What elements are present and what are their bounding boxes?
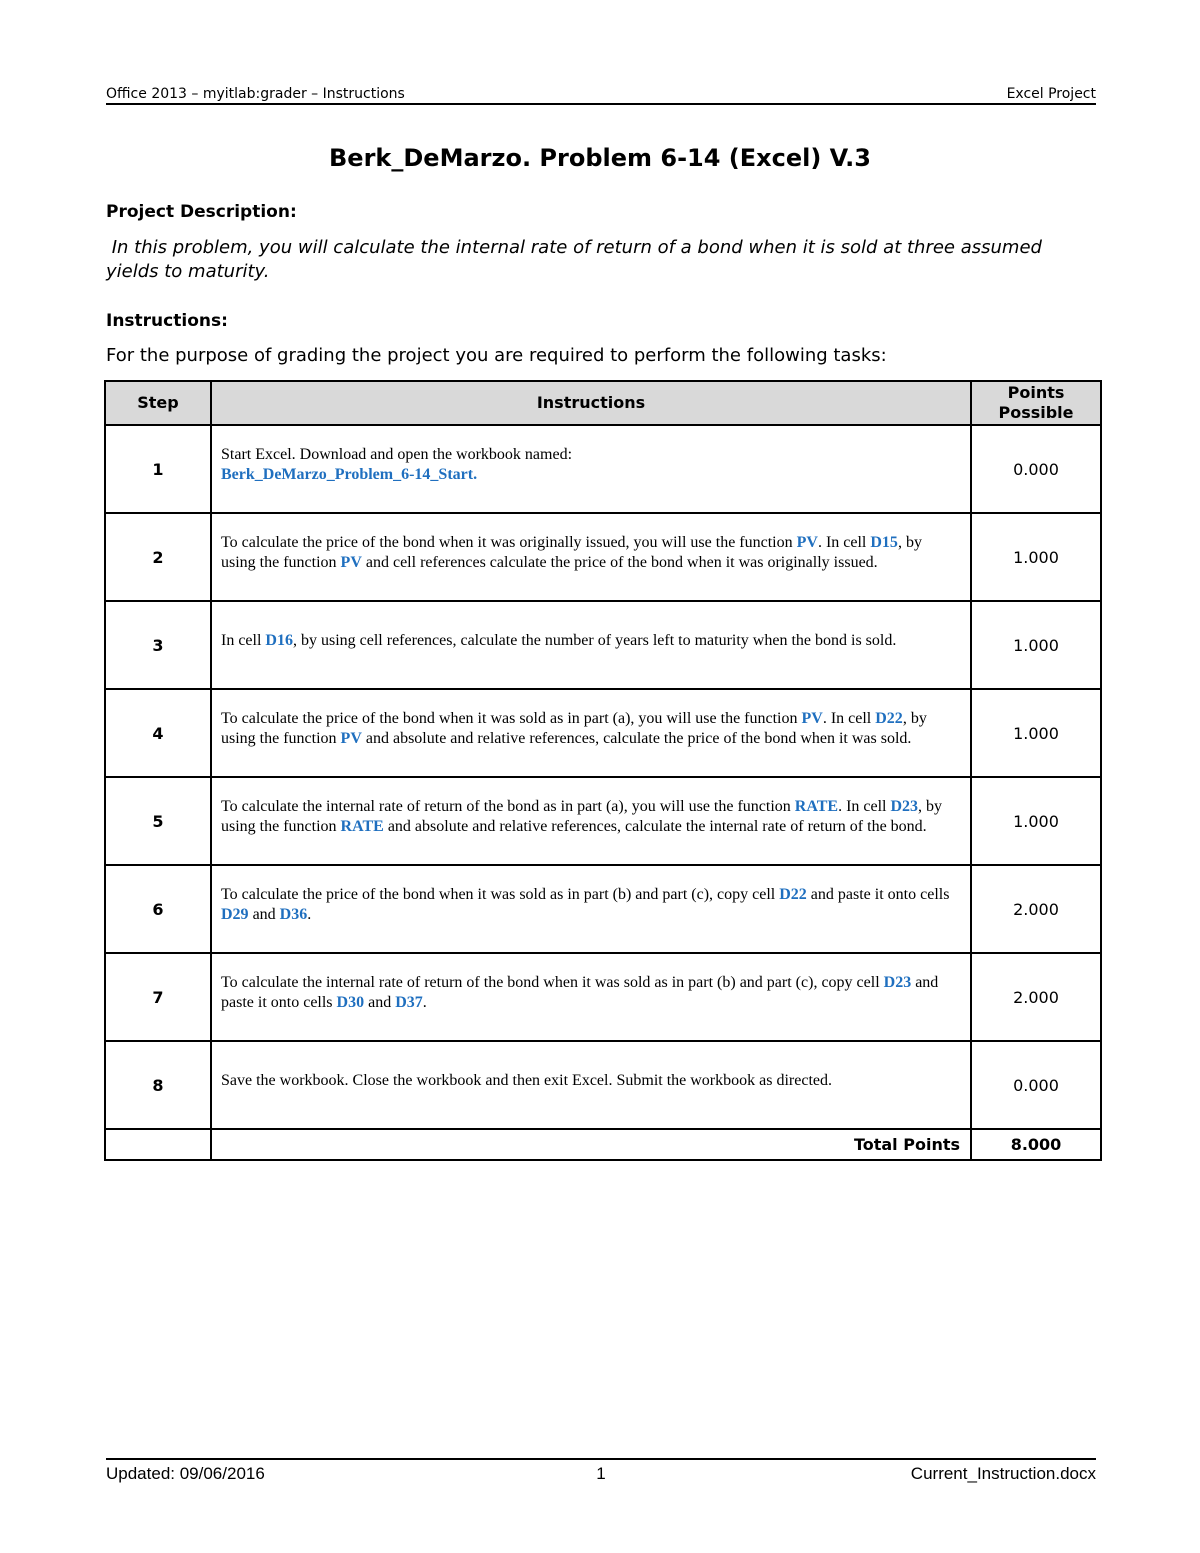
table-row: [105, 601, 1101, 689]
highlighted-reference: PV: [801, 710, 823, 727]
instruction-text: , by using the function: [221, 798, 943, 835]
step-column-header: Step: [105, 381, 211, 425]
table-row: [105, 425, 1101, 513]
instructions-label: Instructions:: [106, 311, 228, 331]
step-points: 2.000: [971, 953, 1101, 1041]
step-number: 5: [105, 777, 211, 865]
instruction-text: and cell references calculate the price of the bond when it was originally issued.: [361, 554, 878, 571]
step-instruction-text: [221, 445, 960, 485]
highlighted-reference: PV: [796, 534, 818, 551]
instruction-text: .: [422, 994, 427, 1011]
instruction-text: and: [364, 994, 396, 1011]
table-row: [105, 777, 1101, 865]
instruction-text: To calculate the price of the bond when it was sold as in part (a), you will use the function: [221, 710, 802, 727]
instruction-text: , by using the function: [221, 534, 922, 571]
highlighted-reference: D29: [221, 906, 249, 923]
step-points: 0.000: [971, 425, 1101, 513]
instruction-text: .: [307, 906, 312, 923]
step-instruction-text: [221, 709, 960, 749]
instruction-text: Save the workbook. Close the workbook and then exit Excel. Submit the workbook as directed.: [221, 1072, 832, 1089]
highlighted-reference: RATE: [794, 798, 839, 815]
instruction-text: . In cell: [822, 710, 876, 727]
step-instruction: [211, 689, 971, 777]
points-header-line1: Points: [1007, 383, 1065, 402]
document-title: Berk_DeMarzo. Problem 6-14 (Excel) V.3: [329, 144, 871, 172]
step-number: 6: [105, 865, 211, 953]
page-header: [106, 82, 1096, 105]
project-description-text: [106, 236, 1096, 284]
highlighted-reference: D37: [395, 994, 423, 1011]
instruction-text: . In cell: [817, 534, 871, 551]
step-instruction: [211, 425, 971, 513]
step-points: 1.000: [971, 513, 1101, 601]
step-instruction: [211, 953, 971, 1041]
instruction-text: To calculate the internal rate of return of the bond as in part (a), you will use the function: [221, 798, 795, 815]
highlighted-reference: PV: [340, 554, 362, 571]
step-instruction-text: [221, 973, 960, 1013]
project-description-body: In this problem, you will calculate the internal rate of return of a bond when it is sold at three assumed yields to maturity.: [106, 237, 1042, 282]
page-footer: [106, 1458, 1096, 1484]
step-points: 2.000: [971, 865, 1101, 953]
total-points-label: Total Points: [211, 1129, 971, 1160]
table-row: [105, 689, 1101, 777]
step-number: 7: [105, 953, 211, 1041]
highlighted-reference: RATE: [340, 818, 384, 835]
instruction-text: and paste it onto cells: [221, 974, 939, 1011]
step-instruction: [211, 513, 971, 601]
instruction-text: , by using the function: [221, 710, 927, 747]
highlighted-reference: Berk_DeMarzo_Problem_6-14_Start.: [221, 466, 478, 483]
footer-page-number: 1: [596, 1464, 606, 1483]
highlighted-reference: PV: [340, 730, 362, 747]
instruction-text: and paste it onto cells: [806, 886, 950, 903]
instruction-text: To calculate the price of the bond when it was originally issued, you will use the function: [221, 534, 797, 551]
project-description-label: Project Description:: [106, 202, 297, 222]
step-instruction-text: [221, 631, 960, 651]
step-number: 3: [105, 601, 211, 689]
step-instruction: [211, 601, 971, 689]
total-empty-cell: [105, 1129, 211, 1160]
step-instruction-text: [221, 797, 960, 837]
instruction-text: , by using cell references, calculate the number of years left to maturity when the bond is sold.: [292, 632, 897, 649]
table-header-row: [105, 381, 1101, 425]
table-row: [105, 513, 1101, 601]
step-points: 1.000: [971, 601, 1101, 689]
instruction-text: . In cell: [838, 798, 891, 815]
step-instruction-text: [221, 533, 960, 573]
instruction-text: In cell: [221, 632, 266, 649]
step-points: 1.000: [971, 777, 1101, 865]
instruction-text: and absolute and relative references, calculate the price of the bond when it was sold.: [361, 730, 912, 747]
highlighted-reference: D22: [875, 710, 903, 727]
points-column-header: [971, 381, 1101, 425]
header-right-text: Excel Project: [1006, 86, 1096, 102]
step-instruction-text: [221, 1071, 960, 1091]
highlighted-reference: D36: [279, 906, 308, 923]
step-number: 8: [105, 1041, 211, 1129]
table-row: [105, 1041, 1101, 1129]
instruction-text: and: [248, 906, 280, 923]
step-number: 2: [105, 513, 211, 601]
step-points: 0.000: [971, 1041, 1101, 1129]
step-number: 1: [105, 425, 211, 513]
instruction-text: and absolute and relative references, calculate the internal rate of return of the bond.: [383, 818, 927, 835]
table-row: [105, 953, 1101, 1041]
steps-table: [104, 380, 1102, 1161]
highlighted-reference: D15: [870, 534, 898, 551]
step-number: 4: [105, 689, 211, 777]
highlighted-reference: D16: [265, 632, 293, 649]
total-points-value: 8.000: [971, 1129, 1101, 1160]
total-row: [105, 1129, 1101, 1160]
instructions-column-header: Instructions: [211, 381, 971, 425]
step-instruction: [211, 1041, 971, 1129]
step-instruction: [211, 777, 971, 865]
instruction-text: To calculate the internal rate of return of the bond when it was sold as in part (b) and part (c), copy cell: [221, 974, 884, 991]
table-row: [105, 865, 1101, 953]
steps-table-body: [105, 425, 1101, 1129]
highlighted-reference: D23: [883, 974, 912, 991]
step-instruction: [211, 865, 971, 953]
instructions-intro: For the purpose of grading the project you are required to perform the following tasks:: [106, 345, 887, 366]
highlighted-reference: D22: [779, 886, 807, 903]
instruction-text: Start Excel. Download and open the workbook named:: [221, 446, 573, 463]
highlighted-reference: D23: [890, 798, 919, 815]
footer-filename: Current_Instruction.docx: [910, 1464, 1096, 1483]
footer-updated-date: Updated: 09/06/2016: [106, 1464, 265, 1483]
points-header-line2: Possible: [998, 403, 1074, 422]
step-points: 1.000: [971, 689, 1101, 777]
highlighted-reference: D30: [336, 994, 365, 1011]
step-instruction-text: [221, 885, 960, 925]
header-left-text: Office 2013 – myitlab:grader – Instructions: [106, 86, 405, 102]
instruction-text: To calculate the price of the bond when it was sold as in part (b) and part (c), copy cell: [221, 886, 780, 903]
